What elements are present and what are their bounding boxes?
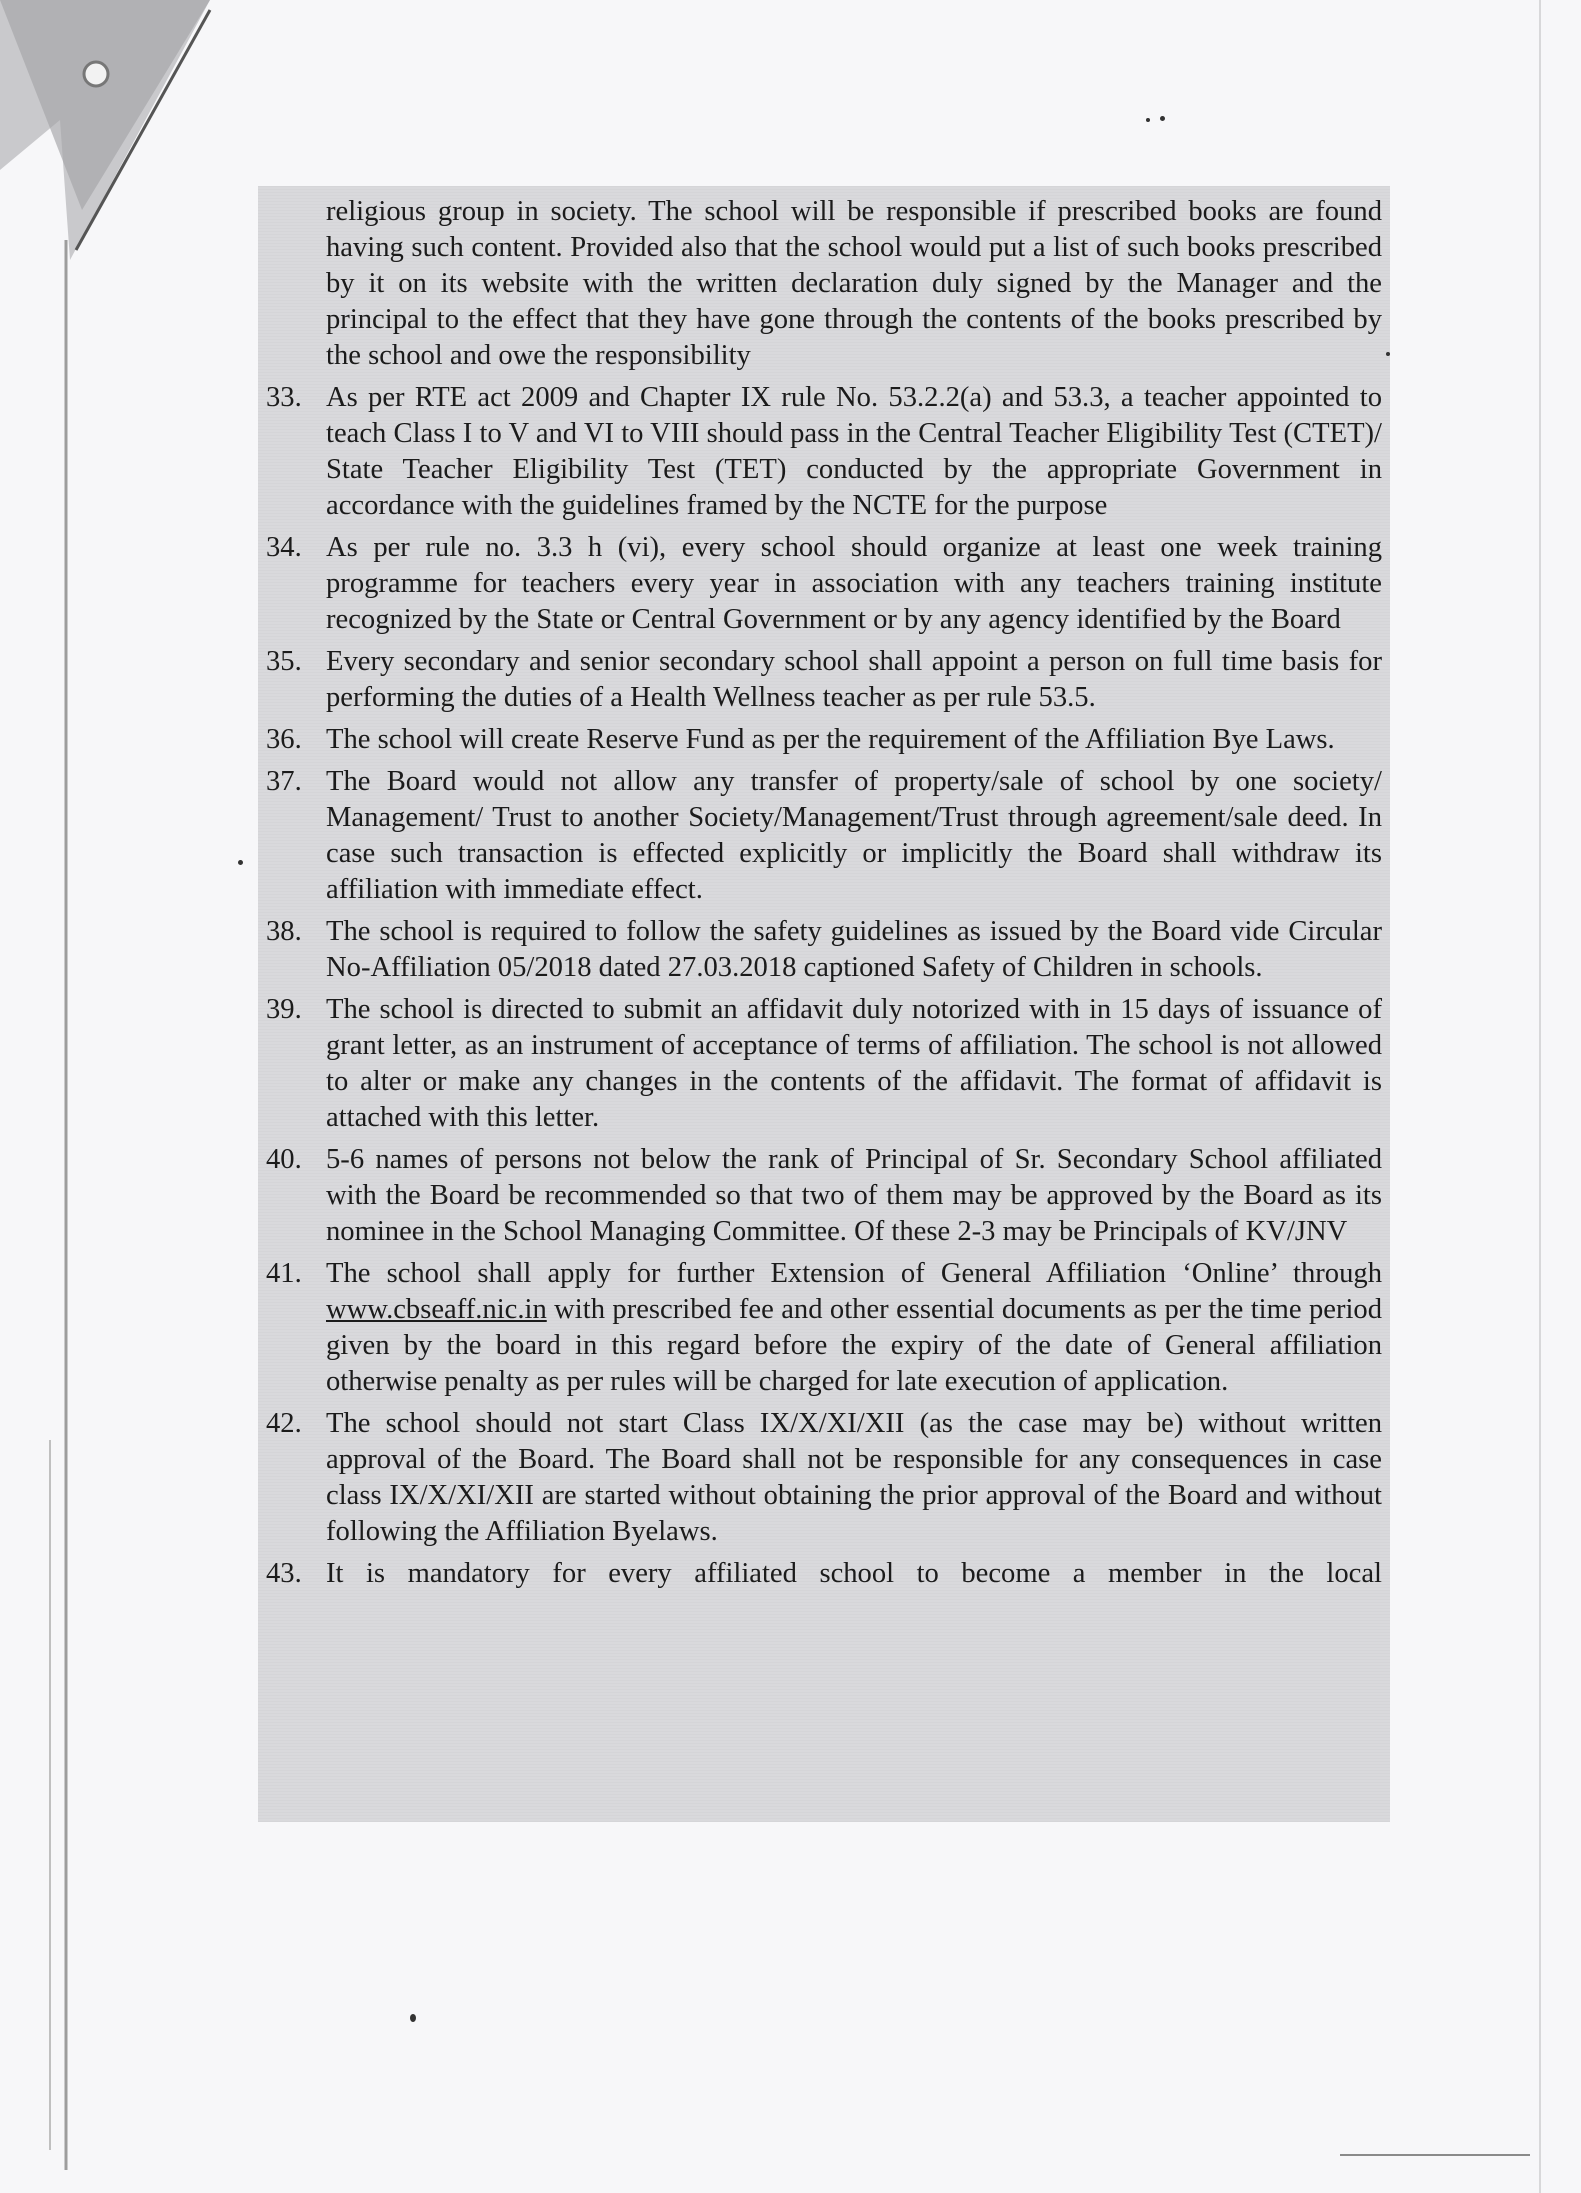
numbered-item-40: [266, 1142, 1382, 1250]
item-text: The school is directed to submit an affidavit duly notorized with in 15 days of issuance of grant letter, as an instrument of acceptance of terms of affiliation. The school is not allowed to alter or make any changes in the contents of the affidavit. The format of affidavit is attached with this letter.: [326, 994, 1382, 1133]
item-text-before-link: The school shall apply for further Extension of General Affiliation ‘Online’ through: [326, 1258, 1382, 1289]
item-number: 33.: [266, 382, 302, 413]
numbered-item-37: [266, 764, 1382, 908]
scan-speck: [410, 2014, 416, 2022]
item-number: 43.: [266, 1558, 302, 1589]
scan-speck: [1160, 116, 1165, 121]
item-number: 34.: [266, 532, 302, 563]
item-number: 39.: [266, 994, 302, 1025]
item-text: The school should not start Class IX/X/XI/XII (as the case may be) without written approval of the Board. The Board shall not be responsible for any consequences in case class IX/X/XI/XII are started without obtaining the prior approval of the Board and without following the Affiliation Byelaws.: [326, 1408, 1382, 1547]
item-text: The school will create Reserve Fund as per the requirement of the Affiliation Bye Laws.: [326, 724, 1335, 755]
item-text: It is mandatory for every affiliated school to become a member in the local: [326, 1558, 1382, 1589]
item-text: The school is required to follow the safety guidelines as issued by the Board vide Circular No-Affiliation 05/2018 dated 27.03.2018 captioned Safety of Children in schools.: [326, 916, 1382, 983]
numbered-item-41: [266, 1256, 1382, 1400]
numbered-item-35: [266, 644, 1382, 716]
numbered-item-34: [266, 530, 1382, 638]
item-text: As per RTE act 2009 and Chapter IX rule No. 53.2.2(a) and 53.3, a teacher appointed to teach Class I to V and VI to VIII should pass in the Central Teacher Eligibility Test (CTET)/ State Teacher Eligibility Test (TET) conducted by the appropriate Government in accordance with the guidelines framed by the NCTE for the purpose: [326, 382, 1382, 521]
bottom-edge-scan-line: [1340, 2154, 1530, 2156]
numbered-item-39: [266, 992, 1382, 1136]
item-number: 36.: [266, 724, 302, 755]
numbered-item-38: [266, 914, 1382, 986]
item-text: Every secondary and senior secondary school shall appoint a person on full time basis for performing the duties of a Health Wellness teacher as per rule 53.5.: [326, 646, 1382, 713]
item-number: 38.: [266, 916, 302, 947]
document-body: [266, 194, 1382, 1598]
item-text: As per rule no. 3.3 h (vi), every school should organize at least one week training programme for teachers every year in association with any teachers training institute recognized by the State or Central Government or by any agency identified by the Board: [326, 532, 1382, 635]
numbered-item-42: [266, 1406, 1382, 1550]
item-number: 37.: [266, 766, 302, 797]
scan-speck: [1146, 118, 1150, 122]
item-text: [326, 1256, 1382, 1400]
cbseaff-website-link[interactable]: www.cbseaff.nic.in: [326, 1294, 547, 1325]
numbered-item-36: [266, 722, 1382, 758]
item-text-after-link: with prescribed fee and other essential documents as per the time period given by the board in this regard before the expiry of the date of General affiliation otherwise penalty as per rules will be charged for late execution of application.: [326, 1294, 1382, 1397]
scan-speck: [1386, 352, 1390, 356]
scan-speck: [238, 860, 243, 865]
item-number: 41.: [266, 1258, 302, 1289]
item-text: The Board would not allow any transfer of property/sale of school by one society/ Management/ Trust to another Society/Management/Trust through agreement/sale deed. In case such transaction is effected explicitly or implicitly the Board shall withdraw its affiliation with immediate effect.: [326, 766, 1382, 905]
numbered-item-43: [266, 1556, 1382, 1592]
item-text: 5-6 names of persons not below the rank of Principal of Sr. Secondary School affiliated with the Board be recommended so that two of them may be approved by the Board as its nominee in the School Managing Committee. Of these 2-3 may be Principals of KV/JNV: [326, 1144, 1382, 1247]
numbered-item-33: [266, 380, 1382, 524]
item-number: 42.: [266, 1408, 302, 1439]
item-number: 35.: [266, 646, 302, 677]
continued-paragraph: religious group in society. The school will be responsible if prescribed books are found having such content. Provided also that the school would put a list of such books prescribed by it on its website with the written declaration duly signed by the Manager and the principal to the effect that they have gone through the contents of the books prescribed by the school and owe the responsibility: [326, 196, 1382, 371]
item-number: 40.: [266, 1144, 302, 1175]
